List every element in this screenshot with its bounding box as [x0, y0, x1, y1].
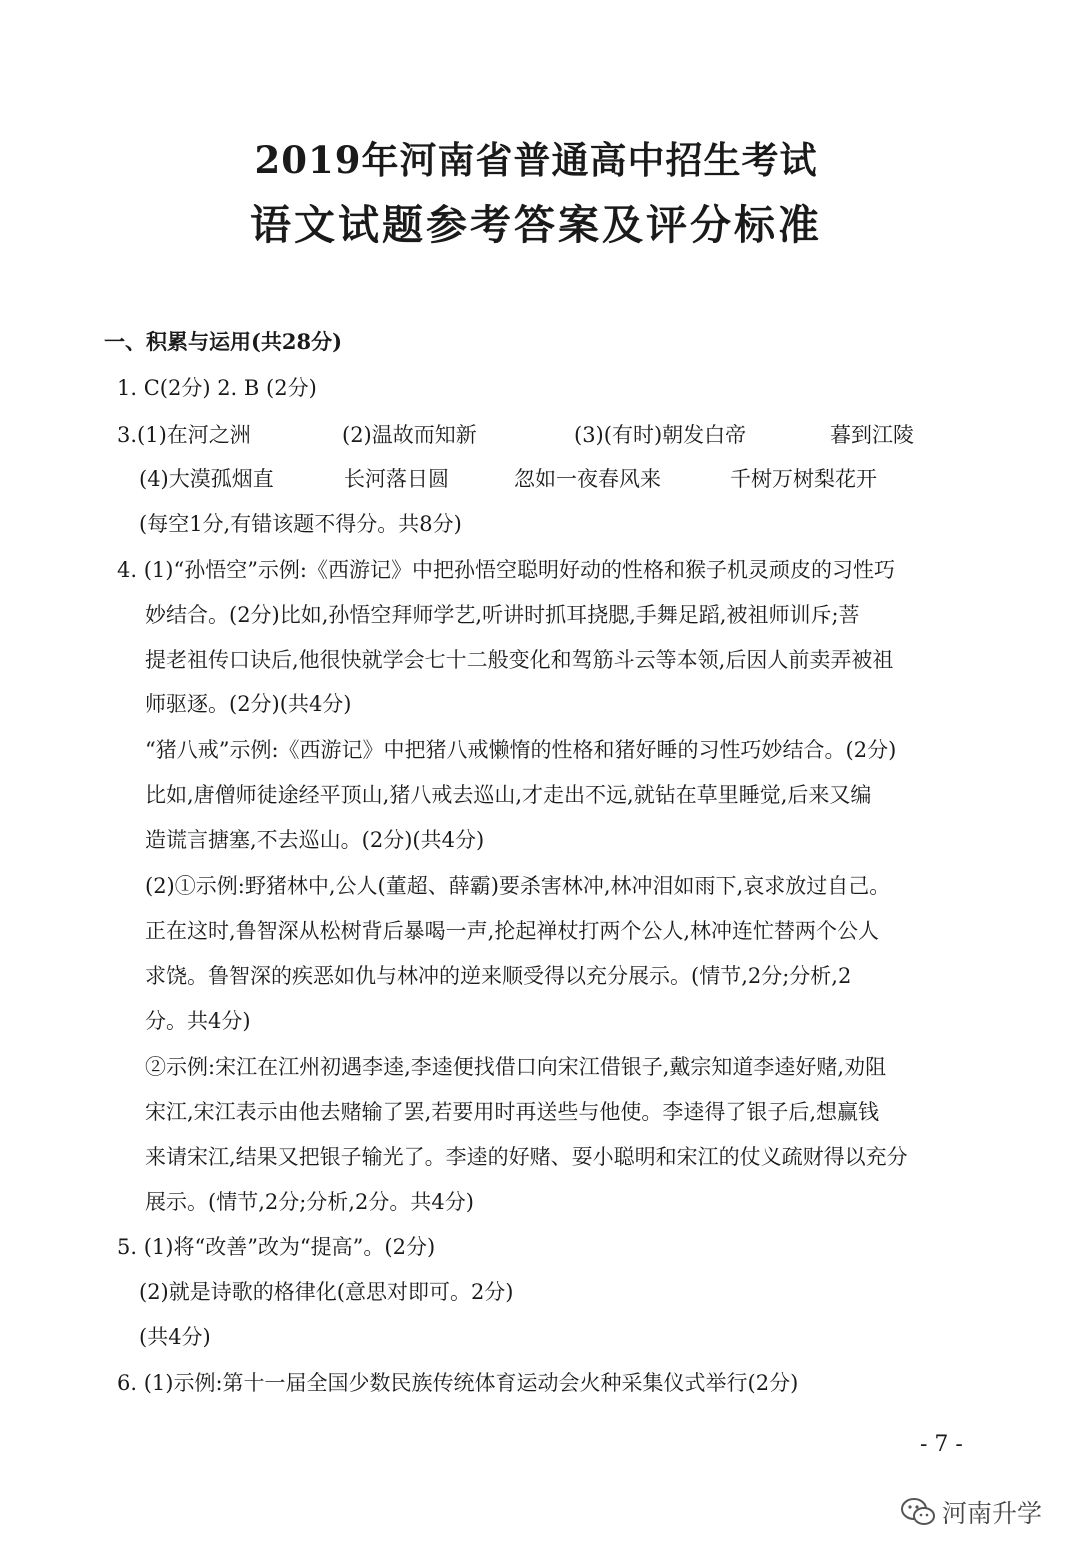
answer-line: (2)①示例:野猪林中,公人(董超、薛霸)要杀害林冲,林冲泪如雨下,哀求放过自己。 [145, 874, 891, 898]
answer-line: 正在这时,鲁智深从松树背后暴喝一声,抡起禅杖打两个公人,林冲连忙替两个公人 [145, 919, 880, 943]
answer-line: 分。共4分) [145, 1009, 251, 1033]
answer-line: (4)大漠孤烟直 [139, 467, 274, 491]
answer-line: 1. C(2分) 2. B (2分) [117, 376, 317, 400]
answer-line: 提老祖传口诀后,他很快就学会七十二般变化和驾筋斗云等本领,后因人前卖弄被祖 [145, 648, 894, 672]
answer-line: (每空1分,有错该题不得分。共8分) [139, 512, 462, 536]
answer-line: ②示例:宋江在江州初遇李逵,李逵便找借口向宋江借银子,戴宗知道李逵好赌,劝阻 [145, 1055, 887, 1079]
answer-line: 长河落日圆 [344, 467, 449, 491]
answer-line: (2)就是诗歌的格律化(意思对即可。2分) [139, 1280, 514, 1304]
answer-line: 比如,唐僧师徒途经平顶山,猪八戒去巡山,才走出不远,就钻在草里睡觉,后来又编 [145, 783, 872, 807]
answer-line: 4. (1)“孙悟空”示例:《西游记》中把孙悟空聪明好动的性格和猴子机灵顽皮的习性巧 [117, 558, 896, 582]
wechat-icon [900, 1497, 936, 1527]
watermark-text: 河南升学 [942, 1499, 1043, 1528]
answer-line: (共4分) [139, 1325, 211, 1349]
answer-line: (3)(有时)朝发白帝 [574, 423, 747, 447]
answer-line: 妙结合。(2分)比如,孙悟空拜师学艺,听讲时抓耳挠腮,手舞足蹈,被祖师训斥;菩 [145, 603, 860, 627]
answer-line: 展示。(情节,2分;分析,2分。共4分) [145, 1190, 474, 1214]
page-title-line2: 语文试题参考答案及评分标准 [250, 201, 822, 249]
page-number: - 7 - [920, 1432, 963, 1457]
answer-line: 师驱逐。(2分)(共4分) [145, 692, 352, 716]
answer-line: 5. (1)将“改善”改为“提高”。(2分) [117, 1235, 436, 1259]
answer-line: (2)温故而知新 [342, 423, 477, 447]
answer-line: 3.(1)在河之洲 [117, 423, 251, 447]
answer-line: 千树万树梨花开 [730, 467, 877, 491]
answer-line: 忽如一夜春风来 [514, 467, 661, 491]
section-heading: 一、积累与运用(共28分) [104, 329, 343, 354]
answer-line: 暮到江陵 [830, 423, 914, 447]
answer-line: 求饶。鲁智深的疾恶如仇与林冲的逆来顺受得以充分展示。(情节,2分;分析,2 [145, 964, 852, 988]
page-title-line1: 2019年河南省普通高中招生考试 [254, 138, 818, 182]
answer-line: 来请宋江,结果又把银子输光了。李逵的好赌、耍小聪明和宋江的仗义疏财得以充分 [145, 1145, 908, 1169]
answer-line: 6. (1)示例:第十一届全国少数民族传统体育运动会火种采集仪式举行(2分) [117, 1371, 799, 1395]
answer-line: 造谎言搪塞,不去巡山。(2分)(共4分) [145, 828, 485, 852]
answer-line: 宋江,宋江表示由他去赌输了罢,若要用时再送些与他使。李逵得了银子后,想赢钱 [145, 1100, 880, 1124]
answer-line: “猪八戒”示例:《西游记》中把猪八戒懒惰的性格和猪好睡的习性巧妙结合。(2分) [145, 738, 897, 762]
watermark [900, 1494, 1042, 1530]
